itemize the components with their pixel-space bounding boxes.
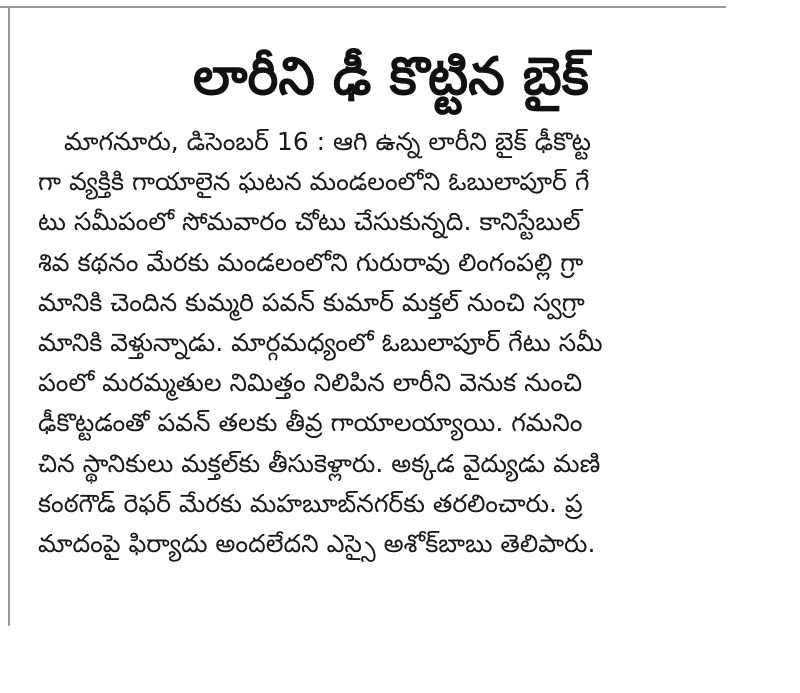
article-line: టు సమీపంలో సోమవారం చోటు చేసుకున్నది. కానిస్టేబుల్ [38, 207, 581, 237]
newspaper-clipping [28, 28, 754, 648]
article-line: కంఠగౌడ్ రెఫర్ మేరకు మహబూబ్‌నగర్‌కు తరలించారు. ప్ర [38, 488, 583, 518]
top-border-rule [0, 6, 726, 8]
article-line: మాదంపై ఫిర్యాదు అందలేదని ఎస్సై అశోక్‌బాబు తెలిపారు. [38, 529, 596, 559]
article-line: మానికి వెళ్తున్నాడు. మార్గమధ్యంలో ఓబులాపూర్ గేటు సమీ [38, 328, 603, 358]
article-line: గా వ్యక్తికి గాయాలైన ఘటన మండలంలోని ఓబులాపూర్ గే [38, 167, 590, 197]
article-line: ఢీకొట్టడంతో పవన్ తలకు తీవ్ర గాయాలయ్యాయి. గమనిం [38, 408, 583, 438]
article-line: మాగనూరు, డిసెంబర్ 16 : ఆగి ఉన్న లారీని బైక్ ఢీకొట్ట [64, 127, 591, 156]
article-line: శివ కథనం మేరకు మండలంలోని గురురావు లింగంపల్లి గ్రా [38, 247, 584, 277]
article-line: చిన స్థానికులు మక్తల్‌కు తీసుకెళ్లారు. అక్కడ వైద్యుడు మణి [38, 448, 601, 478]
article-body [38, 122, 750, 564]
article-headline: లారీని ఢీ కొట్టిన బైక్ [193, 47, 589, 107]
article-line: పంలో మరమ్మతుల నిమిత్తం నిలిపిన లారీని వెనుక నుంచి [38, 368, 583, 398]
left-border-rule [8, 6, 10, 626]
article-line: మానికి చెందిన కుమ్మరి పవన్ కుమార్ మక్తల్ నుంచి స్వగ్రా [38, 287, 585, 317]
